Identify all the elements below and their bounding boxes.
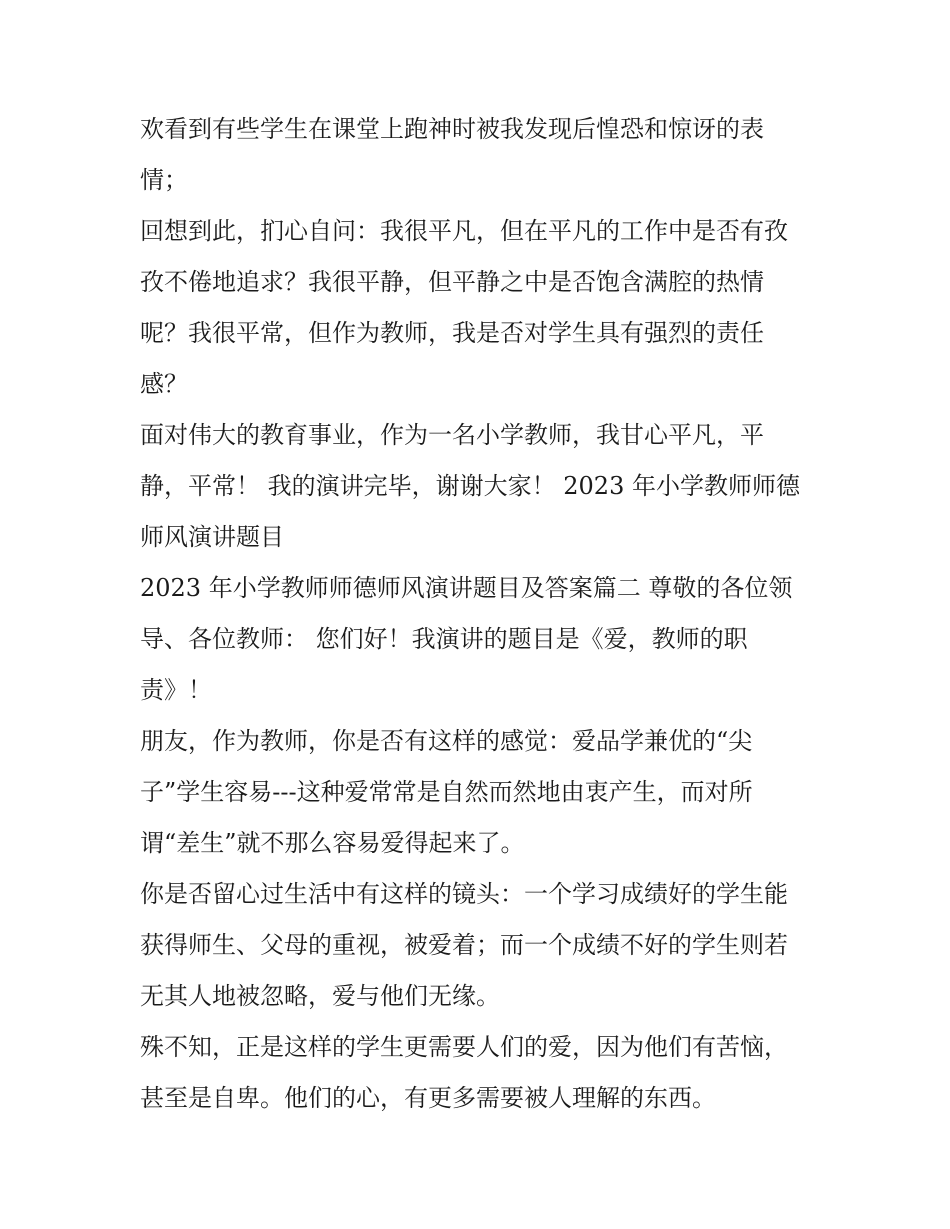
text-line: 师风演讲题目 [140,523,284,551]
text-line: 获得师生、父母的重视，被爱着；而一个成绩不好的学生则若 [140,931,788,959]
text-line: 感？ [140,370,188,398]
text-line: 甚至是自卑。他们的心，有更多需要被人理解的东西。 [140,1084,716,1112]
text-line: 朋友，作为教师，你是否有这样的感觉：爱品学兼优的“尖 [140,727,753,755]
text-line: 你是否留心过生活中有这样的镜头：一个学习成绩好的学生能 [140,880,788,908]
text-line: 殊不知，正是这样的学生更需要人们的爱，因为他们有苦恼， [140,1033,788,1061]
text-line: 孜不倦地追求？我很平静，但平静之中是否饱含满腔的热情 [140,268,764,296]
text-line: 回想到此，扪心自问：我很平凡，但在平凡的工作中是否有孜 [140,217,788,245]
text-line: 情； [140,166,188,194]
text-line: 呢？我很平常，但作为教师，我是否对学生具有强烈的责任 [140,319,764,347]
text-line: 谓“差生”就不那么容易爱得起来了。 [140,829,525,857]
text-line: 导、各位教师： 您们好！我演讲的题目是《爱，教师的职 [140,625,748,653]
text-line: 子”学生容易---这种爱常常是自然而然地由衷产生，而对所 [140,778,753,806]
text-line: 面对伟大的教育事业，作为一名小学教师，我甘心平凡，平 [140,421,764,449]
text-line: 2023 年小学教师师德师风演讲题目及答案篇二 尊敬的各位领 [140,574,793,602]
text-line: 责》！ [140,676,212,704]
text-line: 无其人地被忽略，爱与他们无缘。 [140,982,500,1010]
body-text [140,104,820,1124]
text-line: 欢看到有些学生在课堂上跑神时被我发现后惶恐和惊讶的表 [140,115,764,143]
text-line: 静，平常！ 我的演讲完毕，谢谢大家！ 2023 年小学教师师德 [140,472,800,500]
